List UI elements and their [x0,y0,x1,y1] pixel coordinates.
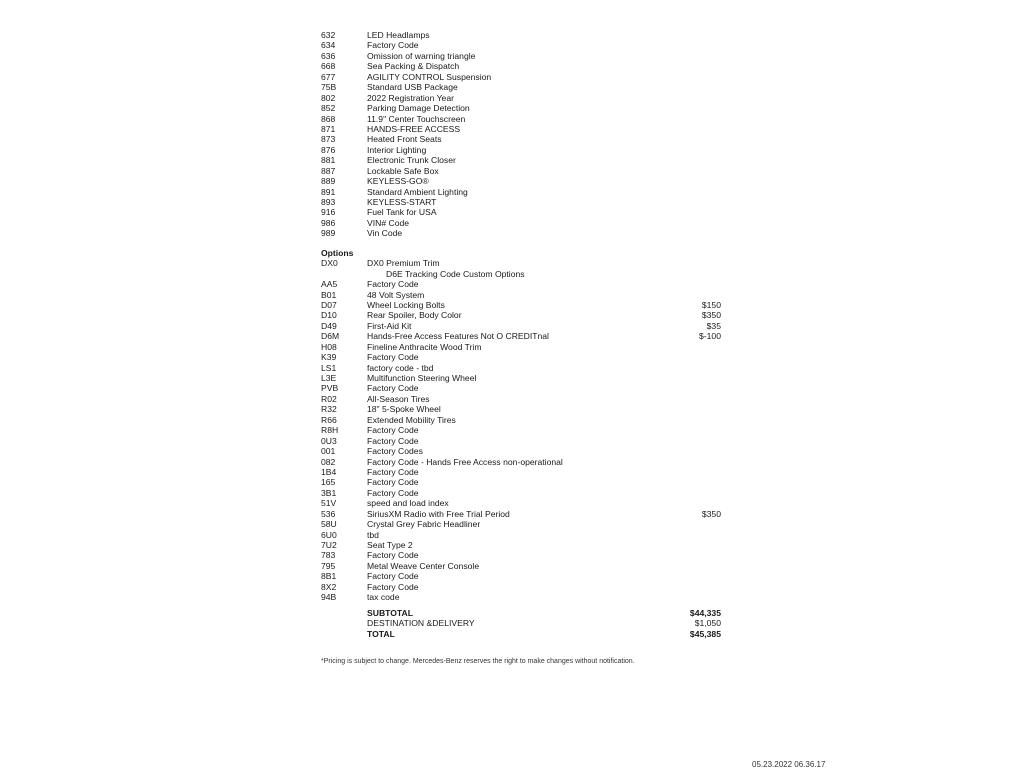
item-description: VIN# Code [367,217,410,228]
option-code: H08 [321,341,337,352]
standard-item-row [321,61,741,71]
option-code: K39 [321,352,337,363]
option-code: 001 [321,446,336,457]
option-code: 8X2 [321,581,337,592]
standard-item-row [321,82,741,92]
standard-item-row [321,72,741,82]
standard-item-row [321,166,741,176]
totals-value: $45,385 [689,628,721,639]
option-description: Factory Code - Hands Free Access non-operational [367,456,563,467]
option-item-row [321,550,741,560]
option-item-row [321,310,741,320]
sub-option [386,269,525,279]
standard-item-row [321,30,741,40]
option-code: 94B [321,592,337,603]
totals-label: SUBTOTAL [367,607,413,618]
option-code: B01 [321,289,337,300]
standard-item-row [321,187,741,197]
option-description: Fineline Anthracite Wood Trim [367,341,482,352]
standard-item-row [321,197,741,207]
option-item-row [321,467,741,477]
option-description: All-Season Tires [367,393,430,404]
item-code: 881 [321,155,336,166]
option-description: Factory Code [367,571,419,582]
options-list [321,258,741,602]
item-description: Standard USB Package [367,82,458,93]
option-item-row [321,373,741,383]
option-code: L3E [321,373,337,383]
item-description: AGILITY CONTROL Suspension [367,71,492,82]
option-item-row [321,321,741,331]
option-price: $350 [701,508,721,519]
item-description: Parking Damage Detection [367,103,470,114]
item-description: Standard Ambient Lighting [367,186,468,197]
item-description: Vin Code [367,228,403,239]
option-code: 6U0 [321,529,337,540]
option-code: 7U2 [321,540,337,550]
option-code: 8B1 [321,571,337,582]
item-description: Heated Front Seats [367,134,442,145]
option-price: $-100 [699,331,721,342]
option-item-row [321,352,741,362]
option-item-row [321,415,741,425]
option-item-row [321,363,741,373]
option-item-row [321,446,741,456]
option-code: D07 [321,299,337,310]
standard-item-row [321,155,741,165]
option-description: Factory Code [367,487,419,498]
option-code: LS1 [321,362,337,373]
option-code: 082 [321,456,336,467]
option-item-row [321,300,741,310]
section-gap [321,239,741,248]
option-item-row [321,571,741,581]
option-description: Wheel Locking Bolts [367,299,445,310]
option-description: Factory Code [367,466,419,477]
standard-item-row [321,40,741,50]
totals-block [321,608,741,639]
item-description: LED Headlamps [367,30,430,40]
item-code: 677 [321,71,336,82]
option-item-row [321,290,741,300]
option-description: DX0 Premium Trim [367,258,440,269]
item-description: 2022 Registration Year [367,92,454,103]
option-description: 48 Volt System [367,289,425,300]
item-code: 916 [321,207,336,218]
item-code: 634 [321,40,336,51]
print-timestamp: 05.23.2022 06.36.17 [752,760,826,769]
item-code: 887 [321,165,336,176]
option-description: speed and load index [367,498,449,509]
option-price: $150 [701,299,721,310]
option-description: Rear Spoiler, Body Color [367,310,462,321]
option-description: First-Aid Kit [367,320,412,331]
options-heading: Options [321,247,354,258]
option-description: Factory Code [367,581,419,592]
option-code: 1B4 [321,466,337,477]
totals-value: $44,335 [689,607,721,618]
option-code: D49 [321,320,337,331]
option-code: 51V [321,498,337,509]
option-code: R66 [321,414,337,425]
standard-item-row [321,176,741,186]
standard-item-row [321,228,741,238]
item-code: 986 [321,217,336,228]
option-code: 165 [321,477,336,488]
option-code: 58U [321,519,337,530]
item-code: 852 [321,103,336,114]
item-code: 873 [321,134,336,145]
option-code: 783 [321,550,336,561]
option-item-row [321,592,741,602]
standard-item-row [321,93,741,103]
option-item-row [321,279,741,289]
option-item-row [321,425,741,435]
option-item-row [321,477,741,487]
option-description: SiriusXM Radio with Free Trial Period [367,508,510,519]
totals-label: DESTINATION &DELIVERY [367,618,475,629]
option-description: tbd [367,529,379,540]
item-code: 893 [321,197,336,207]
item-code: 871 [321,123,336,134]
option-description: Factory Code [367,435,419,446]
option-description: Factory Code [367,425,419,436]
totals-row [321,629,741,639]
option-code: AA5 [321,279,338,290]
option-item-row [321,519,741,529]
item-code: 668 [321,61,336,72]
standard-item-row [321,145,741,155]
option-price: $350 [701,310,721,321]
option-description: Seat Type 2 [367,540,413,550]
option-description: 18" 5-Spoke Wheel [367,404,441,415]
option-description: Factory Code [367,383,419,394]
option-code: D10 [321,310,337,321]
item-description: HANDS-FREE ACCESS [367,123,461,134]
option-item-row [321,404,741,414]
standard-equipment-list [321,30,741,239]
item-code: 868 [321,113,336,124]
option-description: Crystal Grey Fabric Headliner [367,519,481,530]
option-description: Multifunction Steering Wheel [367,373,477,383]
totals-value: $1,050 [694,618,721,629]
item-code: 889 [321,176,336,187]
option-code: DX0 [321,258,338,269]
item-description: Interior Lighting [367,144,427,155]
item-code: 75B [321,82,337,93]
standard-item-row [321,114,741,124]
option-item-row [321,561,741,571]
item-description: KEYLESS-START [367,197,437,207]
option-item-row [321,394,741,404]
option-item-row [321,331,741,341]
option-description: Factory Codes [367,446,423,457]
option-item-row [321,540,741,550]
option-item-row [321,457,741,467]
option-description: Hands-Free Access Features Not O CREDITnal [367,331,549,342]
item-description: Electronic Trunk Closer [367,155,456,166]
option-item-row [321,582,741,592]
option-code: R8H [321,425,339,436]
item-description: Fuel Tank for USA [367,207,437,218]
item-code: 891 [321,186,336,197]
option-item-row [321,530,741,540]
sub-option-description: Tracking Code Custom Options [405,268,525,279]
option-code: 3B1 [321,487,337,498]
option-description: Extended Mobility Tires [367,414,456,425]
item-code: 632 [321,30,336,40]
option-description: Factory Code [367,477,419,488]
item-code: 876 [321,144,336,155]
option-description: Factory Code [367,550,419,561]
standard-item-row [321,124,741,134]
option-code: D6M [321,331,340,342]
option-description: Metal Weave Center Console [367,560,480,571]
totals-label: TOTAL [367,628,395,639]
totals-row [321,618,741,628]
option-item-row [321,383,741,393]
standard-item-row [321,51,741,61]
standard-item-row [321,103,741,113]
standard-item-row [321,207,741,217]
option-code: R02 [321,393,337,404]
totals-row [321,608,741,618]
option-item-row [321,269,741,279]
option-price: $35 [706,320,721,331]
item-code: 989 [321,228,336,239]
option-item-row [321,258,741,268]
item-description: Sea Packing & Dispatch [367,61,460,72]
standard-item-row [321,218,741,228]
option-item-row [321,509,741,519]
option-code: PVB [321,383,339,394]
item-description: KEYLESS-GO® [367,176,429,187]
item-description: Lockable Safe Box [367,165,439,176]
option-description: Factory Code [367,279,419,290]
item-description: 11.9" Center Touchscreen [367,113,466,124]
sub-option-code: D6E [386,268,403,279]
price-sheet [321,30,741,639]
option-description: Factory Code [367,352,419,363]
option-item-row [321,498,741,508]
item-description: Omission of warning triangle [367,50,476,61]
item-code: 802 [321,92,336,103]
option-item-row [321,488,741,498]
option-code: 536 [321,508,336,519]
option-code: 0U3 [321,435,337,446]
item-description: Factory Code [367,40,419,51]
option-code: 795 [321,560,336,571]
option-description: factory code - tbd [367,362,434,373]
item-code: 636 [321,50,336,61]
option-code: R32 [321,404,337,415]
pricing-footnote: *Pricing is subject to change. Mercedes-Benz reserves the right to make changes without notification. [321,658,635,665]
option-description: tax code [367,592,400,603]
option-item-row [321,342,741,352]
standard-item-row [321,134,741,144]
option-item-row [321,436,741,446]
